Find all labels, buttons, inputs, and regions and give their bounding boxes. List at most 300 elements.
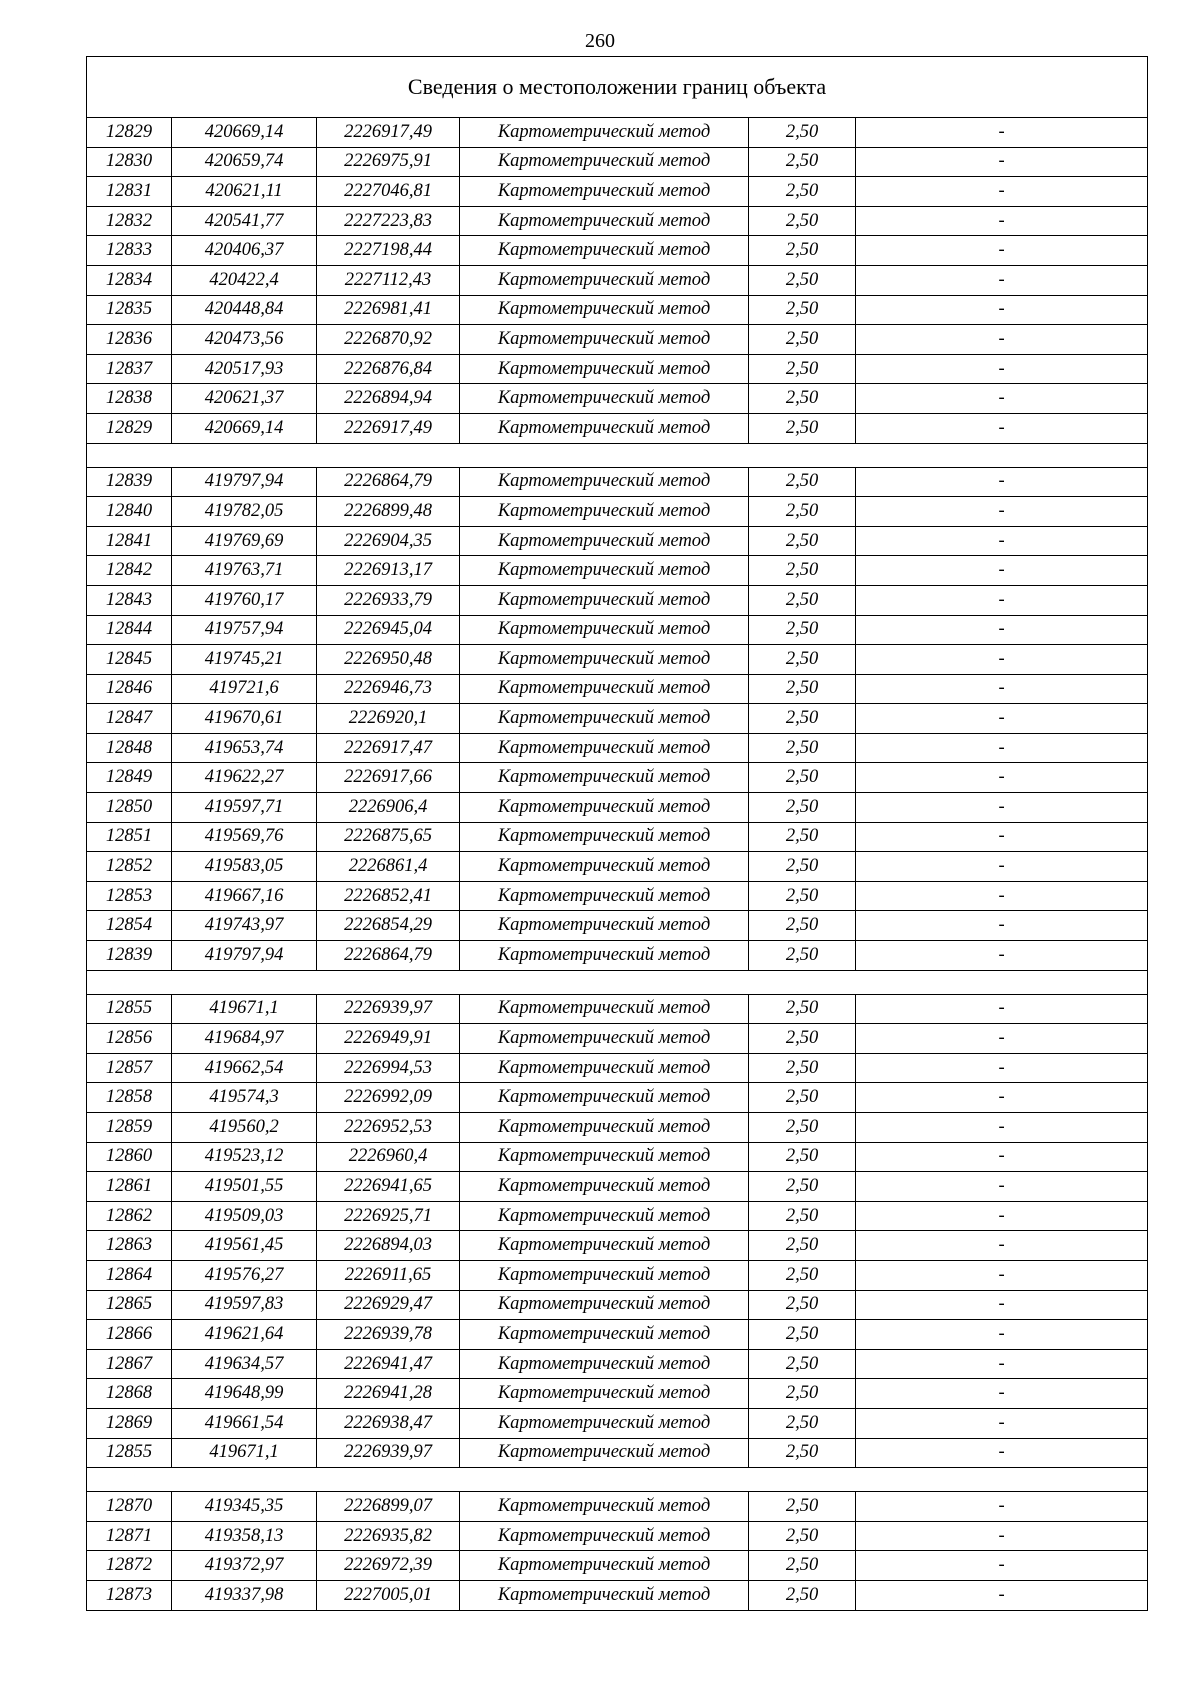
point-number-cell: 12873 (87, 1580, 172, 1610)
method-cell: Картометрический метод (460, 1024, 749, 1054)
method-cell: Картометрический метод (460, 941, 749, 971)
method-cell: Картометрический метод (460, 1492, 749, 1522)
table-row (87, 118, 1148, 148)
table-row (87, 733, 1148, 763)
table-row (87, 556, 1148, 586)
x-coordinate-cell: 420448,84 (172, 295, 317, 325)
table-row (87, 911, 1148, 941)
table-row (87, 941, 1148, 971)
y-coordinate-cell: 2226925,71 (317, 1201, 460, 1231)
y-coordinate-cell: 2227005,01 (317, 1580, 460, 1610)
description-cell: - (856, 147, 1148, 177)
point-number-cell: 12854 (87, 911, 172, 941)
y-coordinate-cell: 2226946,73 (317, 674, 460, 704)
description-cell: - (856, 615, 1148, 645)
point-number-cell: 12851 (87, 822, 172, 852)
accuracy-cell: 2,50 (749, 1201, 856, 1231)
point-number-cell: 12832 (87, 206, 172, 236)
point-number-cell: 12870 (87, 1492, 172, 1522)
y-coordinate-cell: 2226870,92 (317, 325, 460, 355)
page-number: 260 (585, 30, 615, 52)
point-number-cell: 12869 (87, 1408, 172, 1438)
table-row (87, 1201, 1148, 1231)
description-cell: - (856, 1024, 1148, 1054)
description-cell: - (856, 526, 1148, 556)
contour-separator-cell (87, 1468, 1148, 1492)
y-coordinate-cell: 2226917,49 (317, 118, 460, 148)
x-coordinate-cell: 419523,12 (172, 1142, 317, 1172)
table-row (87, 585, 1148, 615)
point-number-cell: 12835 (87, 295, 172, 325)
accuracy-cell: 2,50 (749, 704, 856, 734)
method-cell: Картометрический метод (460, 1290, 749, 1320)
method-cell: Картометрический метод (460, 911, 749, 941)
method-cell: Картометрический метод (460, 177, 749, 207)
description-cell: - (856, 413, 1148, 443)
point-number-cell: 12853 (87, 881, 172, 911)
x-coordinate-cell: 420621,11 (172, 177, 317, 207)
accuracy-cell: 2,50 (749, 615, 856, 645)
method-cell: Картометрический метод (460, 1408, 749, 1438)
accuracy-cell: 2,50 (749, 1024, 856, 1054)
x-coordinate-cell: 420669,14 (172, 413, 317, 443)
accuracy-cell: 2,50 (749, 911, 856, 941)
accuracy-cell: 2,50 (749, 526, 856, 556)
x-coordinate-cell: 419597,83 (172, 1290, 317, 1320)
table-row (87, 1379, 1148, 1409)
accuracy-cell: 2,50 (749, 1290, 856, 1320)
method-cell: Картометрический метод (460, 1113, 749, 1143)
x-coordinate-cell: 419671,1 (172, 1438, 317, 1468)
accuracy-cell: 2,50 (749, 1053, 856, 1083)
table-row (87, 295, 1148, 325)
y-coordinate-cell: 2226938,47 (317, 1408, 460, 1438)
accuracy-cell: 2,50 (749, 1580, 856, 1610)
point-number-cell: 12865 (87, 1290, 172, 1320)
accuracy-cell: 2,50 (749, 994, 856, 1024)
description-cell: - (856, 1349, 1148, 1379)
x-coordinate-cell: 419782,05 (172, 497, 317, 527)
method-cell: Картометрический метод (460, 1142, 749, 1172)
table-row (87, 1113, 1148, 1143)
accuracy-cell: 2,50 (749, 1492, 856, 1522)
y-coordinate-cell: 2226933,79 (317, 585, 460, 615)
description-cell: - (856, 793, 1148, 823)
accuracy-cell: 2,50 (749, 467, 856, 497)
accuracy-cell: 2,50 (749, 881, 856, 911)
method-cell: Картометрический метод (460, 413, 749, 443)
method-cell: Картометрический метод (460, 206, 749, 236)
point-number-cell: 12860 (87, 1142, 172, 1172)
method-cell: Картометрический метод (460, 1580, 749, 1610)
point-number-cell: 12862 (87, 1201, 172, 1231)
description-cell: - (856, 177, 1148, 207)
accuracy-cell: 2,50 (749, 1142, 856, 1172)
method-cell: Картометрический метод (460, 467, 749, 497)
x-coordinate-cell: 419569,76 (172, 822, 317, 852)
description-cell: - (856, 1290, 1148, 1320)
point-number-cell: 12831 (87, 177, 172, 207)
table-row (87, 1172, 1148, 1202)
description-cell: - (856, 384, 1148, 414)
accuracy-cell: 2,50 (749, 793, 856, 823)
x-coordinate-cell: 419653,74 (172, 733, 317, 763)
table-row (87, 413, 1148, 443)
table-row (87, 1349, 1148, 1379)
method-cell: Картометрический метод (460, 147, 749, 177)
table-row (87, 1320, 1148, 1350)
x-coordinate-cell: 420473,56 (172, 325, 317, 355)
x-coordinate-cell: 419757,94 (172, 615, 317, 645)
method-cell: Картометрический метод (460, 1172, 749, 1202)
method-cell: Картометрический метод (460, 1260, 749, 1290)
method-cell: Картометрический метод (460, 1201, 749, 1231)
description-cell: - (856, 1551, 1148, 1581)
accuracy-cell: 2,50 (749, 556, 856, 586)
method-cell: Картометрический метод (460, 1053, 749, 1083)
y-coordinate-cell: 2226939,97 (317, 1438, 460, 1468)
x-coordinate-cell: 419684,97 (172, 1024, 317, 1054)
accuracy-cell: 2,50 (749, 325, 856, 355)
point-number-cell: 12848 (87, 733, 172, 763)
description-cell: - (856, 265, 1148, 295)
table-row (87, 1053, 1148, 1083)
table-row (87, 763, 1148, 793)
method-cell: Картометрический метод (460, 615, 749, 645)
table-caption: Сведения о местоположении границ объекта (87, 57, 1148, 118)
y-coordinate-cell: 2226906,4 (317, 793, 460, 823)
table-row (87, 1024, 1148, 1054)
point-number-cell: 12850 (87, 793, 172, 823)
method-cell: Картометрический метод (460, 733, 749, 763)
y-coordinate-cell: 2226875,65 (317, 822, 460, 852)
point-number-cell: 12849 (87, 763, 172, 793)
accuracy-cell: 2,50 (749, 147, 856, 177)
description-cell: - (856, 1113, 1148, 1143)
table-row (87, 1231, 1148, 1261)
description-cell: - (856, 295, 1148, 325)
description-cell: - (856, 645, 1148, 675)
accuracy-cell: 2,50 (749, 1231, 856, 1261)
x-coordinate-cell: 419745,21 (172, 645, 317, 675)
table-caption-row (87, 57, 1148, 118)
y-coordinate-cell: 2226972,39 (317, 1551, 460, 1581)
description-cell: - (856, 585, 1148, 615)
x-coordinate-cell: 419621,64 (172, 1320, 317, 1350)
x-coordinate-cell: 419583,05 (172, 852, 317, 882)
method-cell: Картометрический метод (460, 852, 749, 882)
x-coordinate-cell: 420406,37 (172, 236, 317, 266)
y-coordinate-cell: 2226917,47 (317, 733, 460, 763)
x-coordinate-cell: 419662,54 (172, 1053, 317, 1083)
table-row (87, 177, 1148, 207)
x-coordinate-cell: 419597,71 (172, 793, 317, 823)
description-cell: - (856, 852, 1148, 882)
method-cell: Картометрический метод (460, 295, 749, 325)
x-coordinate-cell: 419671,1 (172, 994, 317, 1024)
x-coordinate-cell: 419372,97 (172, 1551, 317, 1581)
point-number-cell: 12846 (87, 674, 172, 704)
point-number-cell: 12837 (87, 354, 172, 384)
accuracy-cell: 2,50 (749, 1260, 856, 1290)
x-coordinate-cell: 419501,55 (172, 1172, 317, 1202)
y-coordinate-cell: 2226945,04 (317, 615, 460, 645)
accuracy-cell: 2,50 (749, 1083, 856, 1113)
description-cell: - (856, 1201, 1148, 1231)
method-cell: Картометрический метод (460, 763, 749, 793)
table-row (87, 354, 1148, 384)
accuracy-cell: 2,50 (749, 645, 856, 675)
x-coordinate-cell: 419760,17 (172, 585, 317, 615)
y-coordinate-cell: 2226917,49 (317, 413, 460, 443)
description-cell: - (856, 325, 1148, 355)
description-cell: - (856, 467, 1148, 497)
point-number-cell: 12856 (87, 1024, 172, 1054)
table-row (87, 497, 1148, 527)
y-coordinate-cell: 2226975,91 (317, 147, 460, 177)
accuracy-cell: 2,50 (749, 265, 856, 295)
description-cell: - (856, 1142, 1148, 1172)
point-number-cell: 12871 (87, 1521, 172, 1551)
accuracy-cell: 2,50 (749, 941, 856, 971)
point-number-cell: 12833 (87, 236, 172, 266)
x-coordinate-cell: 419797,94 (172, 467, 317, 497)
y-coordinate-cell: 2226941,65 (317, 1172, 460, 1202)
description-cell: - (856, 1408, 1148, 1438)
table-row (87, 206, 1148, 236)
accuracy-cell: 2,50 (749, 177, 856, 207)
y-coordinate-cell: 2227198,44 (317, 236, 460, 266)
y-coordinate-cell: 2226917,66 (317, 763, 460, 793)
description-cell: - (856, 556, 1148, 586)
point-number-cell: 12842 (87, 556, 172, 586)
y-coordinate-cell: 2226852,41 (317, 881, 460, 911)
table-row (87, 384, 1148, 414)
method-cell: Картометрический метод (460, 325, 749, 355)
table-row (87, 1260, 1148, 1290)
description-cell: - (856, 1083, 1148, 1113)
method-cell: Картометрический метод (460, 1521, 749, 1551)
point-number-cell: 12872 (87, 1551, 172, 1581)
x-coordinate-cell: 419721,6 (172, 674, 317, 704)
y-coordinate-cell: 2226894,94 (317, 384, 460, 414)
point-number-cell: 12829 (87, 413, 172, 443)
table-row (87, 704, 1148, 734)
point-number-cell: 12845 (87, 645, 172, 675)
point-number-cell: 12830 (87, 147, 172, 177)
method-cell: Картометрический метод (460, 822, 749, 852)
accuracy-cell: 2,50 (749, 1379, 856, 1409)
table-row (87, 1580, 1148, 1610)
accuracy-cell: 2,50 (749, 1408, 856, 1438)
x-coordinate-cell: 420422,4 (172, 265, 317, 295)
y-coordinate-cell: 2226861,4 (317, 852, 460, 882)
method-cell: Картометрический метод (460, 994, 749, 1024)
contour-separator-row (87, 443, 1148, 467)
point-number-cell: 12864 (87, 1260, 172, 1290)
contour-separator-cell (87, 970, 1148, 994)
table-row (87, 852, 1148, 882)
y-coordinate-cell: 2226904,35 (317, 526, 460, 556)
x-coordinate-cell: 419797,94 (172, 941, 317, 971)
point-number-cell: 12855 (87, 994, 172, 1024)
accuracy-cell: 2,50 (749, 585, 856, 615)
accuracy-cell: 2,50 (749, 1172, 856, 1202)
point-number-cell: 12857 (87, 1053, 172, 1083)
y-coordinate-cell: 2226939,97 (317, 994, 460, 1024)
method-cell: Картометрический метод (460, 1379, 749, 1409)
point-number-cell: 12839 (87, 467, 172, 497)
method-cell: Картометрический метод (460, 556, 749, 586)
accuracy-cell: 2,50 (749, 1551, 856, 1581)
y-coordinate-cell: 2226899,07 (317, 1492, 460, 1522)
table-row (87, 674, 1148, 704)
point-number-cell: 12858 (87, 1083, 172, 1113)
x-coordinate-cell: 419561,45 (172, 1231, 317, 1261)
point-number-cell: 12867 (87, 1349, 172, 1379)
point-number-cell: 12838 (87, 384, 172, 414)
x-coordinate-cell: 419648,99 (172, 1379, 317, 1409)
accuracy-cell: 2,50 (749, 1320, 856, 1350)
table-row (87, 467, 1148, 497)
point-number-cell: 12844 (87, 615, 172, 645)
y-coordinate-cell: 2226899,48 (317, 497, 460, 527)
point-number-cell: 12855 (87, 1438, 172, 1468)
y-coordinate-cell: 2226994,53 (317, 1053, 460, 1083)
y-coordinate-cell: 2226854,29 (317, 911, 460, 941)
description-cell: - (856, 674, 1148, 704)
table-row (87, 822, 1148, 852)
description-cell: - (856, 1379, 1148, 1409)
point-number-cell: 12839 (87, 941, 172, 971)
method-cell: Картометрический метод (460, 1083, 749, 1113)
x-coordinate-cell: 419358,13 (172, 1521, 317, 1551)
y-coordinate-cell: 2226941,28 (317, 1379, 460, 1409)
accuracy-cell: 2,50 (749, 1438, 856, 1468)
description-cell: - (856, 206, 1148, 236)
point-number-cell: 12834 (87, 265, 172, 295)
x-coordinate-cell: 419634,57 (172, 1349, 317, 1379)
x-coordinate-cell: 419509,03 (172, 1201, 317, 1231)
table-row (87, 1290, 1148, 1320)
accuracy-cell: 2,50 (749, 354, 856, 384)
point-number-cell: 12866 (87, 1320, 172, 1350)
method-cell: Картометрический метод (460, 354, 749, 384)
description-cell: - (856, 822, 1148, 852)
method-cell: Картометрический метод (460, 704, 749, 734)
accuracy-cell: 2,50 (749, 763, 856, 793)
table-row (87, 615, 1148, 645)
point-number-cell: 12868 (87, 1379, 172, 1409)
x-coordinate-cell: 420659,74 (172, 147, 317, 177)
description-cell: - (856, 1521, 1148, 1551)
x-coordinate-cell: 420621,37 (172, 384, 317, 414)
method-cell: Картометрический метод (460, 118, 749, 148)
x-coordinate-cell: 419667,16 (172, 881, 317, 911)
method-cell: Картометрический метод (460, 497, 749, 527)
point-number-cell: 12843 (87, 585, 172, 615)
x-coordinate-cell: 419574,3 (172, 1083, 317, 1113)
table-row (87, 265, 1148, 295)
description-cell: - (856, 1492, 1148, 1522)
y-coordinate-cell: 2226929,47 (317, 1290, 460, 1320)
accuracy-cell: 2,50 (749, 852, 856, 882)
y-coordinate-cell: 2226913,17 (317, 556, 460, 586)
accuracy-cell: 2,50 (749, 1113, 856, 1143)
description-cell: - (856, 1438, 1148, 1468)
y-coordinate-cell: 2226941,47 (317, 1349, 460, 1379)
table-body (87, 57, 1148, 1611)
accuracy-cell: 2,50 (749, 822, 856, 852)
description-cell: - (856, 1320, 1148, 1350)
description-cell: - (856, 704, 1148, 734)
y-coordinate-cell: 2226864,79 (317, 467, 460, 497)
table-row (87, 994, 1148, 1024)
y-coordinate-cell: 2226960,4 (317, 1142, 460, 1172)
x-coordinate-cell: 419763,71 (172, 556, 317, 586)
contour-separator-row (87, 1468, 1148, 1492)
accuracy-cell: 2,50 (749, 1521, 856, 1551)
point-number-cell: 12841 (87, 526, 172, 556)
y-coordinate-cell: 2227112,43 (317, 265, 460, 295)
description-cell: - (856, 941, 1148, 971)
contour-separator-cell (87, 443, 1148, 467)
method-cell: Картометрический метод (460, 645, 749, 675)
accuracy-cell: 2,50 (749, 384, 856, 414)
y-coordinate-cell: 2226920,1 (317, 704, 460, 734)
accuracy-cell: 2,50 (749, 674, 856, 704)
description-cell: - (856, 994, 1148, 1024)
y-coordinate-cell: 2226911,65 (317, 1260, 460, 1290)
description-cell: - (856, 881, 1148, 911)
y-coordinate-cell: 2226981,41 (317, 295, 460, 325)
x-coordinate-cell: 420669,14 (172, 118, 317, 148)
contour-separator-row (87, 970, 1148, 994)
method-cell: Картометрический метод (460, 526, 749, 556)
method-cell: Картометрический метод (460, 793, 749, 823)
description-cell: - (856, 497, 1148, 527)
method-cell: Картометрический метод (460, 881, 749, 911)
x-coordinate-cell: 419743,97 (172, 911, 317, 941)
description-cell: - (856, 118, 1148, 148)
y-coordinate-cell: 2226935,82 (317, 1521, 460, 1551)
point-number-cell: 12861 (87, 1172, 172, 1202)
point-number-cell: 12863 (87, 1231, 172, 1261)
y-coordinate-cell: 2226864,79 (317, 941, 460, 971)
accuracy-cell: 2,50 (749, 413, 856, 443)
description-cell: - (856, 911, 1148, 941)
x-coordinate-cell: 419670,61 (172, 704, 317, 734)
description-cell: - (856, 236, 1148, 266)
x-coordinate-cell: 419337,98 (172, 1580, 317, 1610)
y-coordinate-cell: 2226952,53 (317, 1113, 460, 1143)
accuracy-cell: 2,50 (749, 236, 856, 266)
method-cell: Картометрический метод (460, 236, 749, 266)
point-number-cell: 12840 (87, 497, 172, 527)
method-cell: Картометрический метод (460, 674, 749, 704)
table-row (87, 645, 1148, 675)
point-number-cell: 12847 (87, 704, 172, 734)
table-row (87, 1492, 1148, 1522)
x-coordinate-cell: 419661,54 (172, 1408, 317, 1438)
accuracy-cell: 2,50 (749, 497, 856, 527)
method-cell: Картометрический метод (460, 1320, 749, 1350)
table-row (87, 881, 1148, 911)
table-row (87, 236, 1148, 266)
table-row (87, 1521, 1148, 1551)
point-number-cell: 12852 (87, 852, 172, 882)
table-row (87, 793, 1148, 823)
